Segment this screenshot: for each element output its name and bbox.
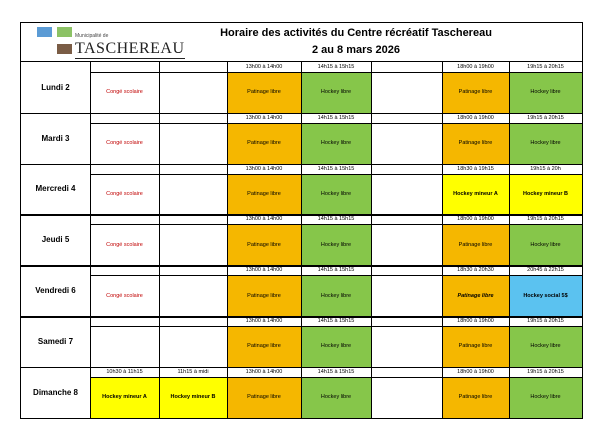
activity-cell: Patinage libre	[227, 224, 301, 265]
time-slot	[90, 265, 159, 275]
congé-scolaire-label: Congé scolaire	[106, 89, 143, 96]
time-slot: 18h00 à 19h00	[457, 318, 494, 324]
congé-scolaire-label: Congé scolaire	[106, 190, 143, 197]
logo-green-square	[57, 27, 72, 37]
time-slot: 19h15 à 20h15	[527, 318, 564, 324]
page-title: Horaire des activités du Centre récréatif Taschereau	[220, 27, 492, 39]
time-slot	[90, 214, 159, 224]
column-divider	[509, 62, 510, 418]
time-slot: 19h15 à 20h15	[527, 114, 564, 121]
time-slot	[90, 113, 159, 123]
time-slot: 19h15 à 20h	[530, 165, 561, 172]
time-slot: 13h00 à 14h00	[245, 64, 283, 70]
logo-municipality-text: Municipalité de	[75, 33, 109, 39]
activity-cell: Patinage libre	[227, 377, 301, 418]
activity-cell: Hockey mineur B	[509, 174, 582, 215]
column-divider	[90, 62, 91, 418]
column-divider	[371, 62, 372, 418]
activity-cell: Patinage libre	[442, 224, 509, 265]
time-slot	[90, 62, 159, 72]
day-label: Mercredi 4	[35, 184, 76, 194]
time-slot: 14h15 à 15h15	[317, 318, 355, 324]
column-divider	[301, 62, 302, 418]
time-slot	[371, 113, 442, 123]
activity-cell: Hockey libre	[301, 275, 371, 316]
day-label: Samedi 7	[37, 336, 74, 346]
activity-cell: Hockey mineur A	[442, 174, 509, 215]
time-slot	[159, 62, 227, 72]
congé-scolaire-label: Congé scolaire	[106, 241, 143, 248]
time-slot: 19h15 à 20h15	[527, 64, 564, 70]
time-slot	[371, 214, 442, 224]
activity-cell: Patinage libre	[227, 174, 301, 215]
activity-cell: Hockey libre	[301, 174, 371, 215]
time-slot: 19h15 à 20h15	[527, 216, 564, 223]
time-slot	[159, 164, 227, 174]
time-slot: 13h00 à 14h00	[245, 267, 283, 274]
time-slot: 13h00 à 14h00	[245, 368, 283, 375]
column-divider	[159, 62, 160, 418]
activity-cell: Patinage libre	[227, 275, 301, 316]
activity-cell: Hockey libre	[509, 123, 582, 164]
day-label: Mardi 3	[41, 133, 70, 143]
time-slot	[371, 316, 442, 326]
time-slot	[159, 265, 227, 275]
congé-scolaire-label: Congé scolaire	[106, 140, 143, 147]
activity-cell: Hockey social 5$	[509, 275, 582, 316]
logo-name: TASCHEREAU	[75, 40, 185, 57]
activity-cell: Hockey mineur A	[90, 377, 159, 418]
activity-cell: Hockey libre	[301, 326, 371, 367]
time-slot	[371, 367, 442, 377]
time-slot: 14h15 à 15h15	[317, 165, 355, 172]
time-slot: 18h00 à 19h00	[457, 216, 494, 223]
activity-cell: Patinage libre	[227, 326, 301, 367]
time-slot: 18h00 à 19h00	[457, 368, 494, 375]
day-label: Dimanche 8	[33, 387, 78, 397]
time-slot	[159, 316, 227, 326]
time-slot	[371, 164, 442, 174]
time-slot: 18h00 à 19h00	[457, 114, 494, 121]
activity-cell: Patinage libre	[442, 275, 509, 316]
activity-cell: Hockey libre	[509, 377, 582, 418]
page-subtitle: 2 au 8 mars 2026	[311, 44, 401, 56]
time-slot: 14h15 à 15h15	[317, 114, 355, 121]
activity-cell: Hockey libre	[301, 224, 371, 265]
activity-cell: Hockey libre	[509, 224, 582, 265]
time-slot: 10h30 à 11h15	[106, 368, 143, 375]
time-slot	[371, 265, 442, 275]
time-slot: 14h15 à 15h15	[317, 64, 355, 70]
activity-cell: Patinage libre	[442, 72, 509, 113]
time-slot: 13h00 à 14h00	[245, 165, 283, 172]
time-slot	[371, 62, 442, 72]
day-label: Jeudi 5	[41, 235, 70, 245]
activity-cell: Hockey libre	[301, 123, 371, 164]
time-slot: 14h15 à 15h15	[317, 368, 355, 375]
time-slot: 11h15 à midi	[177, 368, 209, 375]
time-slot: 13h00 à 14h00	[245, 114, 283, 121]
activity-cell: Patinage libre	[227, 72, 301, 113]
day-label: Vendredi 6	[35, 286, 76, 296]
time-slot: 13h00 à 14h00	[245, 318, 283, 324]
activity-cell: Hockey libre	[301, 377, 371, 418]
activity-cell: Patinage libre	[227, 123, 301, 164]
activity-cell: Hockey mineur B	[159, 377, 227, 418]
time-slot: 14h15 à 15h15	[317, 216, 355, 223]
activity-cell: Hockey libre	[301, 72, 371, 113]
time-slot	[159, 214, 227, 224]
column-divider	[227, 62, 228, 418]
column-divider	[442, 62, 443, 418]
time-slot: 14h15 à 15h15	[317, 267, 355, 274]
activity-cell: Patinage libre	[442, 377, 509, 418]
time-slot: 18h30 à 20h30	[457, 267, 494, 274]
activity-cell: Patinage libre	[442, 326, 509, 367]
schedule-grid	[21, 62, 582, 418]
logo-blue-square	[37, 27, 52, 37]
activity-cell: Patinage libre	[442, 123, 509, 164]
congé-scolaire-label: Congé scolaire	[106, 292, 143, 299]
time-slot: 20h45 à 22h15	[527, 267, 564, 274]
time-slot: 18h00 à 19h00	[457, 64, 494, 70]
time-slot	[159, 113, 227, 123]
activity-cell: Hockey libre	[509, 326, 582, 367]
time-slot: 19h15 à 20h15	[527, 368, 564, 375]
time-slot	[90, 164, 159, 174]
time-slot	[90, 316, 159, 326]
activity-cell: Hockey libre	[509, 72, 582, 113]
time-slot: 18h30 à 19h15	[457, 165, 494, 172]
schedule-header	[21, 23, 582, 62]
municipality-logo	[35, 25, 205, 61]
logo-brown-square	[57, 44, 72, 54]
time-slot: 13h00 à 14h00	[245, 216, 283, 223]
schedule-sheet	[20, 22, 583, 419]
day-label: Lundi 2	[41, 82, 70, 92]
